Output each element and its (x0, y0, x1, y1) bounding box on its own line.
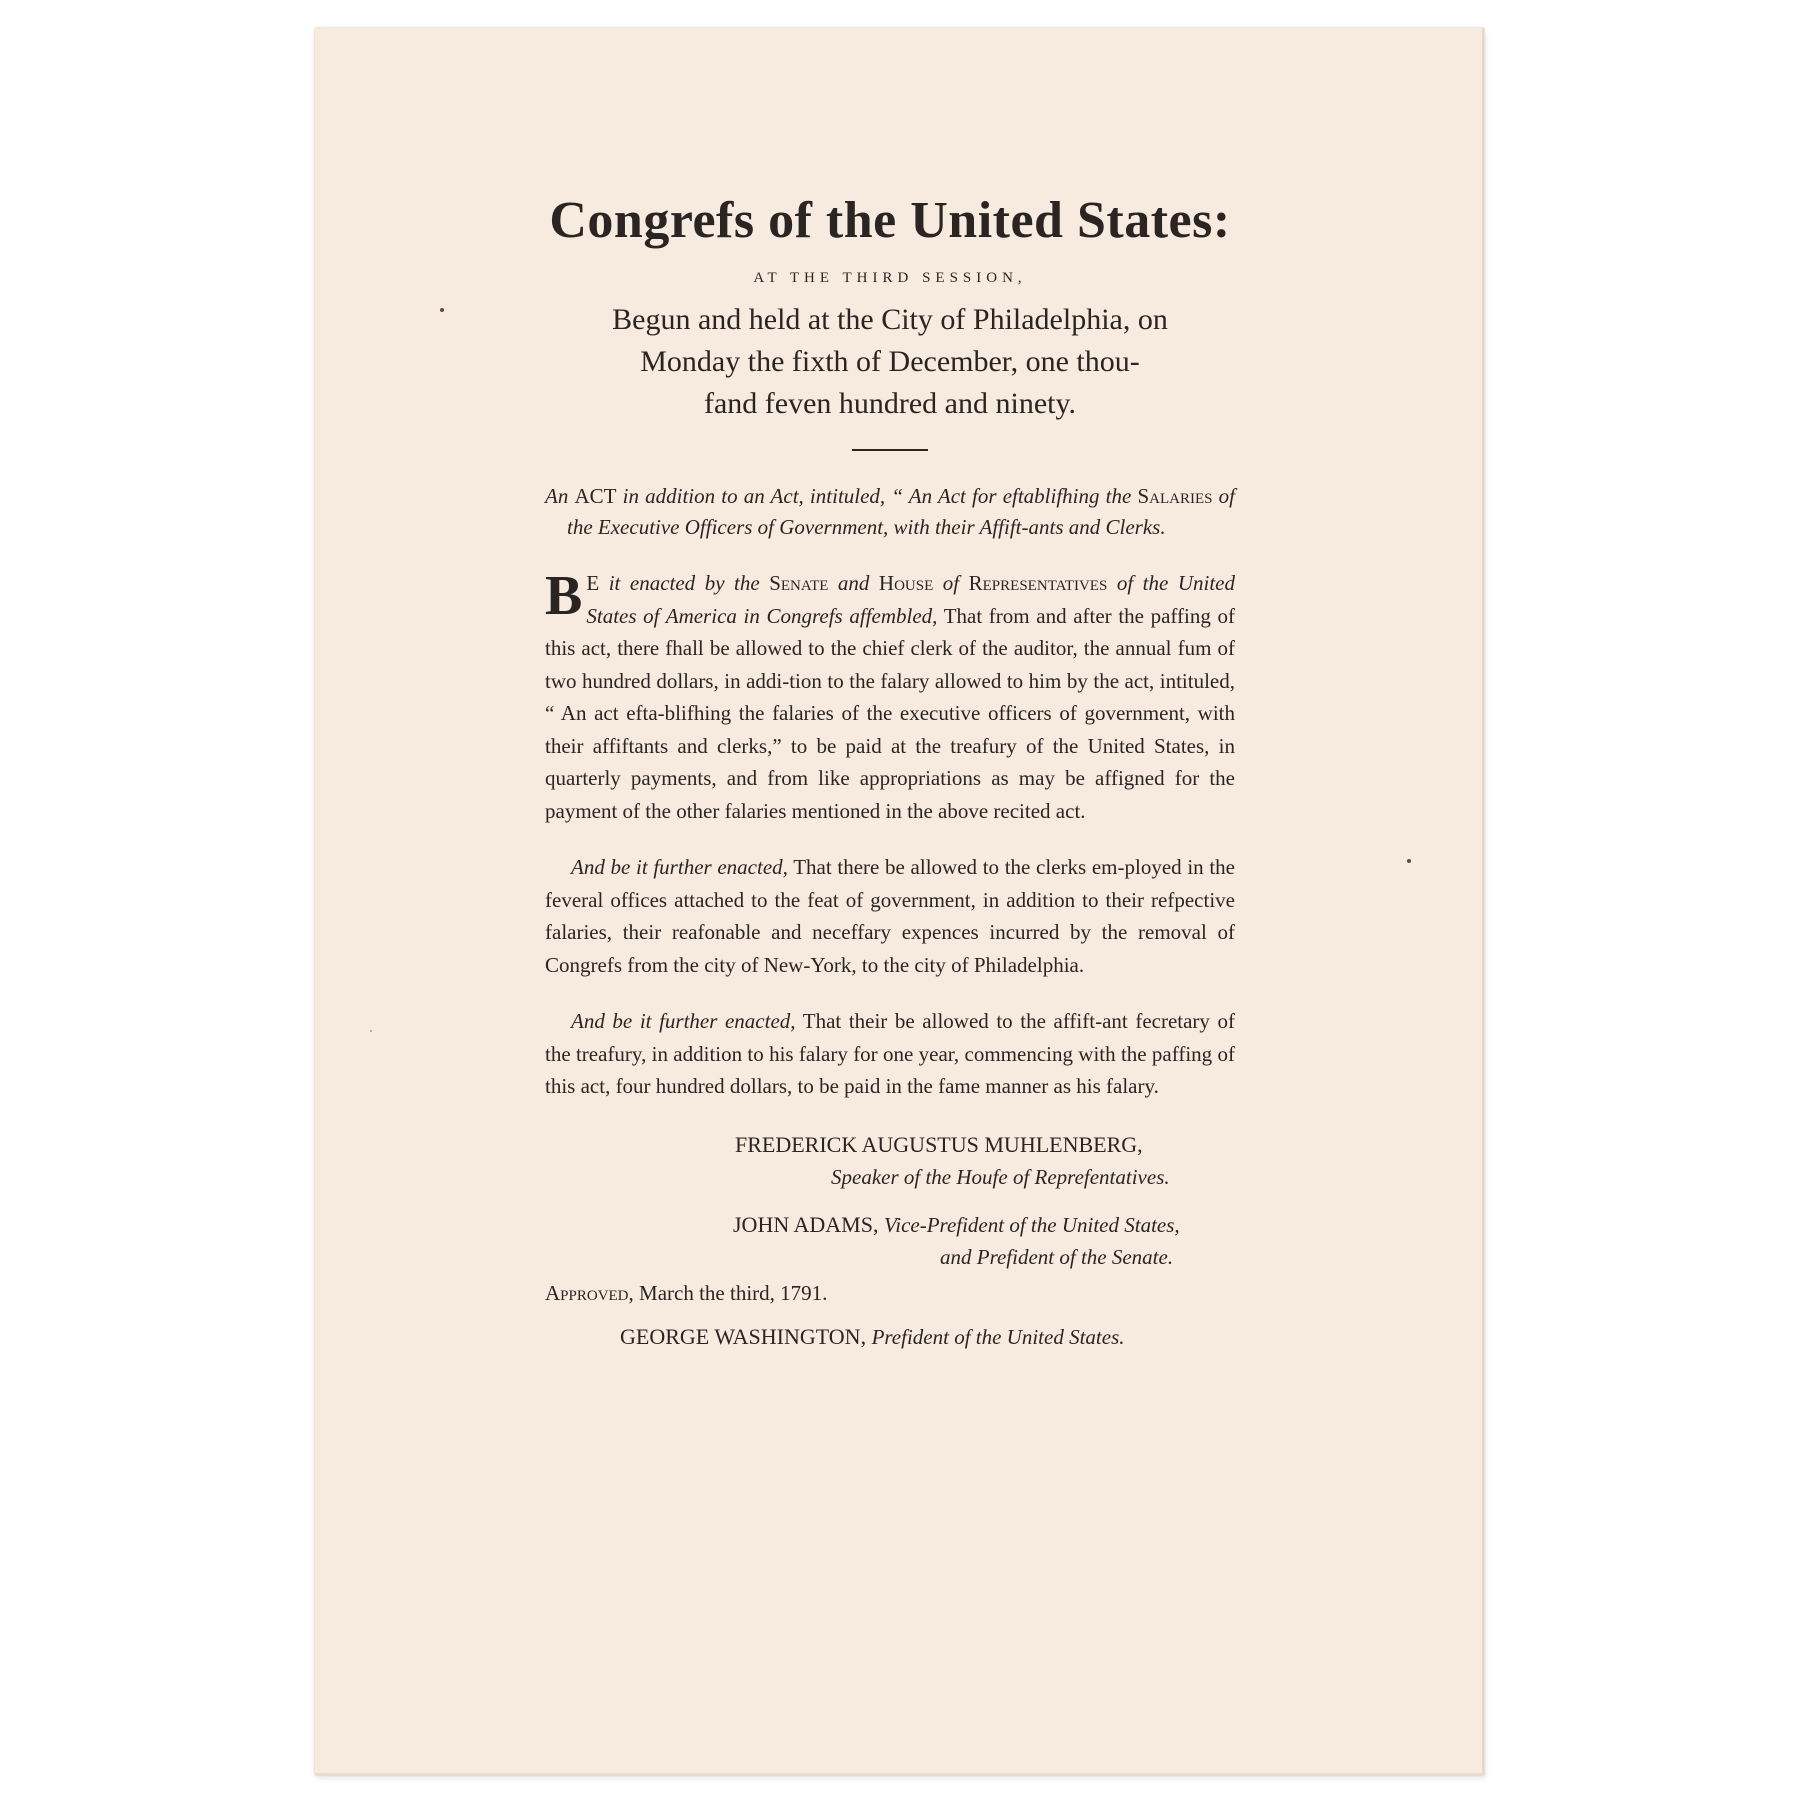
paper-speck (370, 1030, 372, 1032)
vice-president-signature (545, 1209, 1235, 1241)
act-title-part2: of the Executive Officers of Government, with their Affift-ants and Clerks. (567, 484, 1235, 540)
senate-president-title: and Prefident of the Senate. (940, 1244, 1174, 1269)
session-details (545, 299, 1235, 425)
assembled-phrase: of the United States of America in Congrefs affembled, (586, 571, 1235, 628)
house-word: House (878, 571, 934, 596)
session-detail-line: fand feven hundred and ninety. (703, 387, 1077, 421)
session-line: AT THE THIRD SESSION, (753, 270, 1027, 287)
document-text (545, 190, 1235, 1353)
paper-speck (440, 308, 444, 312)
speaker-title: Speaker of the Houfe of Reprefentatives. (831, 1164, 1170, 1189)
of-word: of (942, 571, 960, 596)
section-3-body: That their be allowed to the affift-ant fecretary of the treafury, in addition to his falary for one year, commencing with the paffing of this act, four hundred dollars, to be paid in the fame manner as his falary. (545, 1009, 1235, 1099)
page-title: Congrefs of the United States: (549, 192, 1231, 249)
approved-date: March the third, 1791. (639, 1280, 828, 1305)
session-detail-line: Monday the fixth of December, one thou- (640, 345, 1140, 379)
section-2 (545, 851, 1235, 981)
act-title-prefix: An (545, 484, 569, 509)
speaker-name: FREDERICK AUGUSTUS MUHLENBERG, (735, 1131, 1143, 1157)
section-2-lead: And be it further enacted, (571, 855, 788, 880)
session-detail-line: Begun and held at the City of Philadelphia, on (612, 303, 1168, 337)
section-2-body: That there be allowed to the clerks em-ployed in the feveral offices attached to the feat of government, in addition to their refpective falaries, their reafonable and neceffary expences incurred by the removal of Congrefs from the city of New-York, to the city of Philadelphia. (545, 855, 1236, 977)
and-word: and (837, 571, 870, 596)
approved-label: Approved, (545, 1280, 634, 1305)
act-title-salaries: Salaries (1137, 484, 1213, 509)
president-signature (545, 1321, 1235, 1353)
drop-cap-tail: E (586, 571, 600, 596)
section-3-lead: And be it further enacted, (571, 1009, 796, 1034)
enacted-phrase: it enacted by the (608, 571, 760, 596)
act-title (545, 481, 1235, 543)
vice-president-title: Vice-Prefident of the United States, (883, 1212, 1180, 1237)
drop-cap: B (545, 565, 583, 628)
president-name: GEORGE WASHINGTON, (620, 1323, 867, 1349)
act-title-act: ACT (574, 484, 617, 509)
representatives-word: Representatives (968, 571, 1108, 596)
section-3 (545, 1005, 1235, 1103)
paper-speck (1407, 859, 1411, 863)
vice-president-name: JOHN ADAMS, (733, 1211, 879, 1237)
approval-line (545, 1277, 1235, 1309)
president-title: Prefident of the United States. (871, 1324, 1125, 1349)
section-1 (545, 567, 1235, 827)
act-title-part1: in addition to an Act, intituled, “ An Act for eftablifhing the (622, 484, 1132, 509)
section-1-body: That from and after the paffing of this act, there fhall be allowed to the chief clerk of the auditor, the annual fum of two hundred dollars, in addi-tion to the falary allowed to him by the act, intituled, “ An act efta-blifhing the falaries of the executive officers of government, with their affiftants and clerks,” to be paid at the treafury of the United States, in quarterly payments, and from like appropriations as may be affigned for the payment of the other falaries mentioned in the above recited act. (545, 603, 1235, 823)
senate-word: Senate (769, 571, 829, 596)
divider-rule (852, 449, 928, 451)
